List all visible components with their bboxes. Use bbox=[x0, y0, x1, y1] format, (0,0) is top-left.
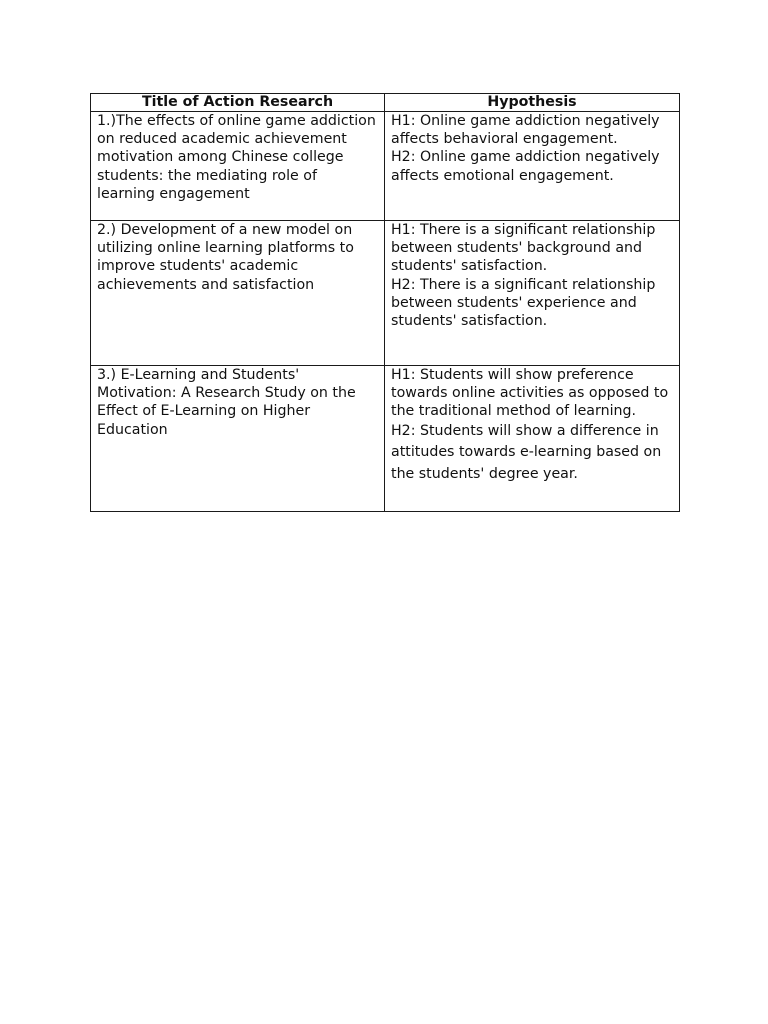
table-row bbox=[91, 221, 680, 366]
research-title-text: 3.) E-Learning and Students' Motivation: A Research Study on the Effect of E-Learning on Higher Education bbox=[97, 367, 356, 438]
action-research-table bbox=[90, 93, 680, 512]
research-title-text: 2.) Development of a new model on utilizing online learning platforms to improve students' academic achievements and satisfaction bbox=[97, 222, 354, 293]
table-row bbox=[91, 112, 680, 221]
hypothesis-h1: H1: Students will show preference towards online activities as opposed to the traditional method of learning. bbox=[391, 367, 669, 420]
research-title-cell bbox=[91, 221, 385, 366]
hypothesis-cell bbox=[385, 112, 680, 221]
hypothesis-h2: H2: Online game addiction negatively affects emotional engagement. bbox=[391, 149, 660, 184]
header-title-of-action-research: Title of Action Research bbox=[91, 94, 385, 112]
table-header-row bbox=[91, 94, 680, 112]
header-hypothesis: Hypothesis bbox=[385, 94, 680, 112]
hypothesis-h2: H2: There is a significant relationship between students' experience and students' satisfaction. bbox=[391, 276, 656, 330]
hypothesis-h1: H1: There is a significant relationship between students' background and students' satisfaction. bbox=[391, 222, 656, 275]
research-title-cell bbox=[91, 112, 385, 221]
research-title-cell bbox=[91, 366, 385, 512]
hypothesis-h2: H2: Students will show a difference in attitudes towards e-learning based on the students' degree year. bbox=[391, 422, 662, 482]
table-row bbox=[91, 366, 680, 512]
hypothesis-cell bbox=[385, 221, 680, 366]
hypothesis-cell bbox=[385, 366, 680, 512]
hypothesis-h1: H1: Online game addiction negatively affects behavioral engagement. bbox=[391, 113, 660, 148]
research-title-text: 1.)The effects of online game addiction on reduced academic achievement motivation among Chinese college students: the mediating role of learning engagement bbox=[97, 113, 376, 202]
